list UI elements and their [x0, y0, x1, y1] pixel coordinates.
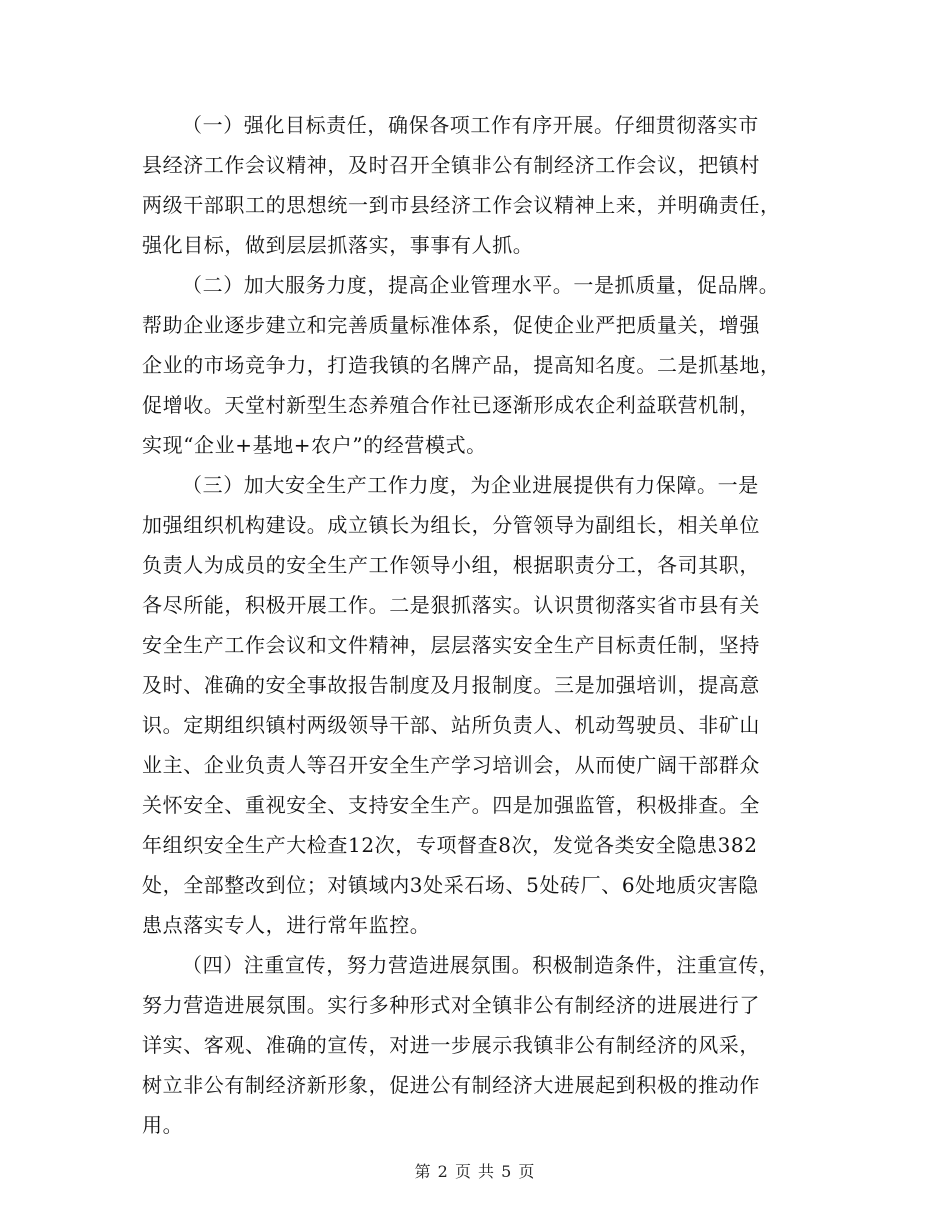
page-number-footer: 第 2 页 共 5 页 [414, 1162, 536, 1181]
paragraph-2 [142, 265, 810, 465]
paragraph-line: 安全生产工作会议和文件精神，层层落实安全生产目标责任制，坚持 [142, 633, 760, 657]
paragraph-line: 及时、准确的安全事故报告制度及月报制度。三是加强培训，提高意 [142, 673, 760, 697]
paragraph-line: 年组织安全生产大检查12次，专项督查8次，发觉各类安全隐患382 [142, 833, 758, 857]
paragraph-line: 强化目标，做到层层抓落实，事事有人抓。 [142, 233, 534, 257]
paragraph-line: 详实、客观、准确的宣传，对进一步展示我镇非公有制经济的风采， [142, 1033, 760, 1057]
paragraph-line: 树立非公有制经济新形象，促进公有制经济大进展起到积极的推动作 [142, 1073, 760, 1097]
paragraph-line: 用。 [142, 1113, 184, 1137]
paragraph-1 [142, 105, 810, 265]
paragraph-line: 各尽所能，积极开展工作。二是狠抓落实。认识贯彻落实省市县有关 [142, 593, 760, 617]
paragraph-line: 企业的市场竞争力，打造我镇的名牌产品，提高知名度。二是抓基地， [142, 353, 781, 377]
paragraph-line: 识。定期组织镇村两级领导干部、站所负责人、机动驾驶员、非矿山 [142, 713, 760, 737]
paragraph-line: （三）加大安全生产工作力度，为企业进展提供有力保障。一是 [182, 473, 759, 497]
paragraph-line: 负责人为成员的安全生产工作领导小组，根据职责分工，各司其职， [142, 553, 760, 577]
paragraph-3 [142, 465, 810, 945]
paragraph-line: 加强组织机构建设。成立镇长为组长，分管领导为副组长，相关单位 [142, 513, 760, 537]
paragraph-line: 实现“企业+基地+农户”的经营模式。 [142, 433, 487, 457]
paragraph-line: 关怀安全、重视安全、支持安全生产。四是加强监管，积极排查。全 [142, 793, 760, 817]
paragraph-line: （二）加大服务力度，提高企业管理水平。一是抓质量，促品牌。 [182, 273, 780, 297]
paragraph-line: 处，全部整改到位；对镇域内3处采石场、5处砖厂、6处地质灾害隐 [142, 873, 759, 897]
paragraph-line: 两级干部职工的思想统一到市县经济工作会议精神上来，并明确责任， [142, 193, 781, 217]
paragraph-line: 业主、企业负责人等召开安全生产学习培训会，从而使广阔干部群众 [142, 753, 760, 777]
paragraph-line: （四）注重宣传，努力营造进展氛围。积极制造条件，注重宣传， [182, 953, 780, 977]
paragraph-line: （一）强化目标责任，确保各项工作有序开展。仔细贯彻落实市 [182, 113, 759, 137]
document-body [142, 105, 810, 1145]
paragraph-line: 患点落实专人，进行常年监控。 [142, 913, 431, 937]
paragraph-4 [142, 945, 810, 1145]
paragraph-line: 努力营造进展氛围。实行多种形式对全镇非公有制经济的进展进行了 [142, 993, 760, 1017]
paragraph-line: 县经济工作会议精神，及时召开全镇非公有制经济工作会议，把镇村 [142, 153, 760, 177]
paragraph-line: 促增收。天堂村新型生态养殖合作社已逐渐形成农企利益联营机制， [142, 393, 760, 417]
paragraph-line: 帮助企业逐步建立和完善质量标准体系，促使企业严把质量关，增强 [142, 313, 760, 337]
